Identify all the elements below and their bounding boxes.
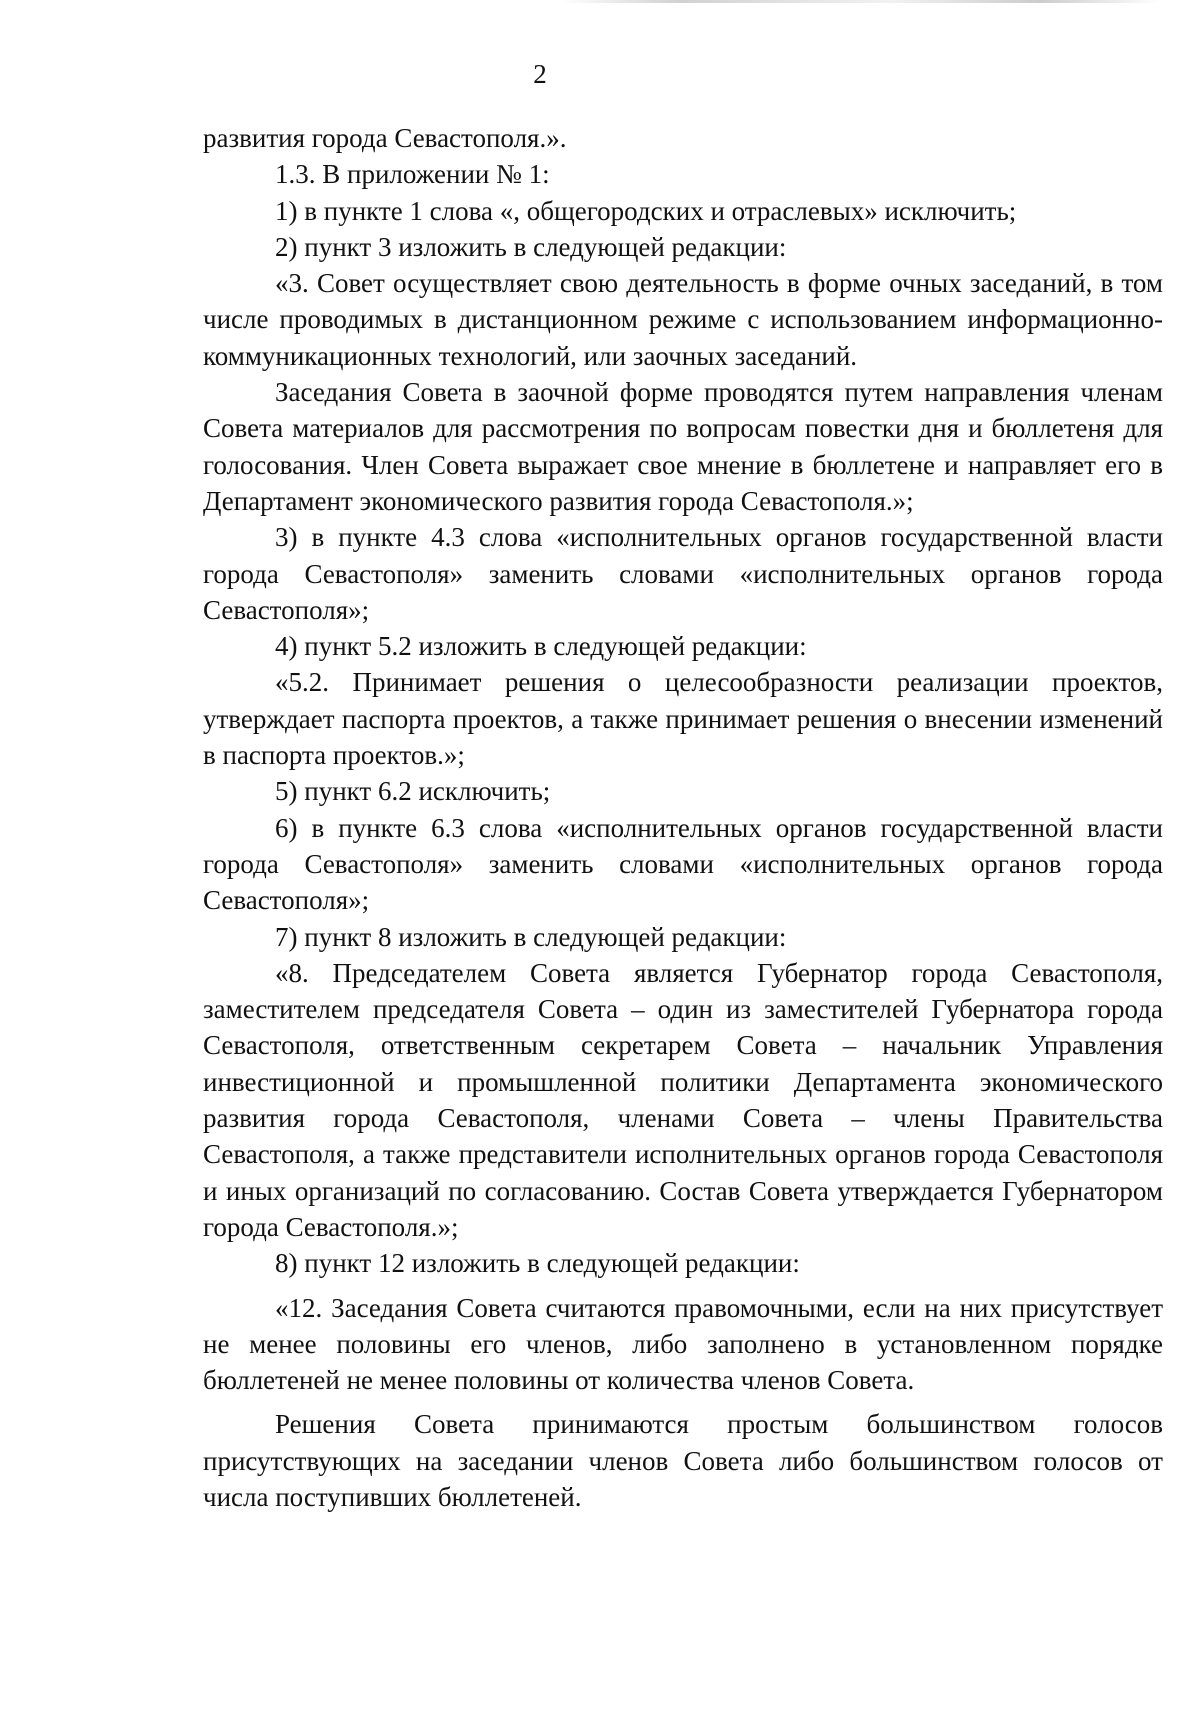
page-number: 2 <box>533 59 547 89</box>
list-item-3: 3) в пункте 4.3 слова «исполнительных органов государственной власти города Севастополя» заменить словами «исполнительных органов города Севастополя»; <box>203 522 1163 625</box>
list-item-1: 1) в пункте 1 слова «, общегородских и отраслевых» исключить; <box>275 195 1017 226</box>
paragraph-continuation: развития города Севастополя.». <box>203 123 567 153</box>
document-body <box>203 120 1163 1515</box>
quoted-clause-5-2: «5.2. Принимает решения о целесообразности реализации проектов, утверждает паспорта проектов, а также принимает решения о внесении изменений в паспорта проектов.»; <box>203 667 1163 771</box>
list-item-6: 6) в пункте 6.3 слова «исполнительных органов государственной власти города Севастополя» заменить словами «исполнительных органов города Севастополя»; <box>203 812 1163 916</box>
quoted-clause-12: «12. Заседания Совета считаются правомочными, если на них присутствует не менее половины его членов, либо заполнено в установленном порядке бюллетеней не менее половины от количества членов Совета. <box>203 1292 1163 1396</box>
quoted-clause-12-continuation: Решения Совета принимаются простым большинством голосов присутствующих на заседании членов Совета либо большинством голосов от числа поступивших бюллетеней. <box>203 1409 1163 1512</box>
list-item-5: 5) пункт 6.2 исключить; <box>275 776 551 807</box>
quoted-clause-8: «8. Председателем Совета является Губернатор города Севастополя, заместителем председателя Совета – один из заместителей Губернатора города Севастополя, ответственным секретарем Совета – начальник Управления инвестиционной и промышленной политики Департамента экономического развития города Севастополя, членами Совета – члены Правительства Севастополя, а также представители исполнительных органов города Севастополя и иных организаций по согласованию. Состав Совета утверждается Губернатором города Севастополя.»; <box>203 957 1163 1242</box>
quoted-clause-3-continuation: Заседания Совета в заочной форме проводятся путем направления членам Совета материалов для рассмотрения по вопросам повестки дня и бюллетеня для голосования. Член Совета выражает свое мнение в бюллетене и направляет его в Департамент экономического развития города Севастополя.»; <box>203 377 1163 516</box>
list-item-4: 4) пункт 5.2 изложить в следующей редакции: <box>275 631 807 662</box>
section-heading-1-3: 1.3. В приложении № 1: <box>275 159 550 190</box>
list-item-2: 2) пункт 3 изложить в следующей редакции: <box>275 231 787 262</box>
list-item-7: 7) пункт 8 изложить в следующей редакции: <box>275 921 787 952</box>
quoted-clause-3: «3. Совет осуществляет свою деятельность в форме очных заседаний, в том числе проводимых в дистанционном режиме с использованием информационно-коммуникационных технологий, или заочных заседаний. <box>203 268 1163 371</box>
scan-artifact <box>560 0 1160 3</box>
list-item-8: 8) пункт 12 изложить в следующей редакции: <box>275 1248 800 1279</box>
